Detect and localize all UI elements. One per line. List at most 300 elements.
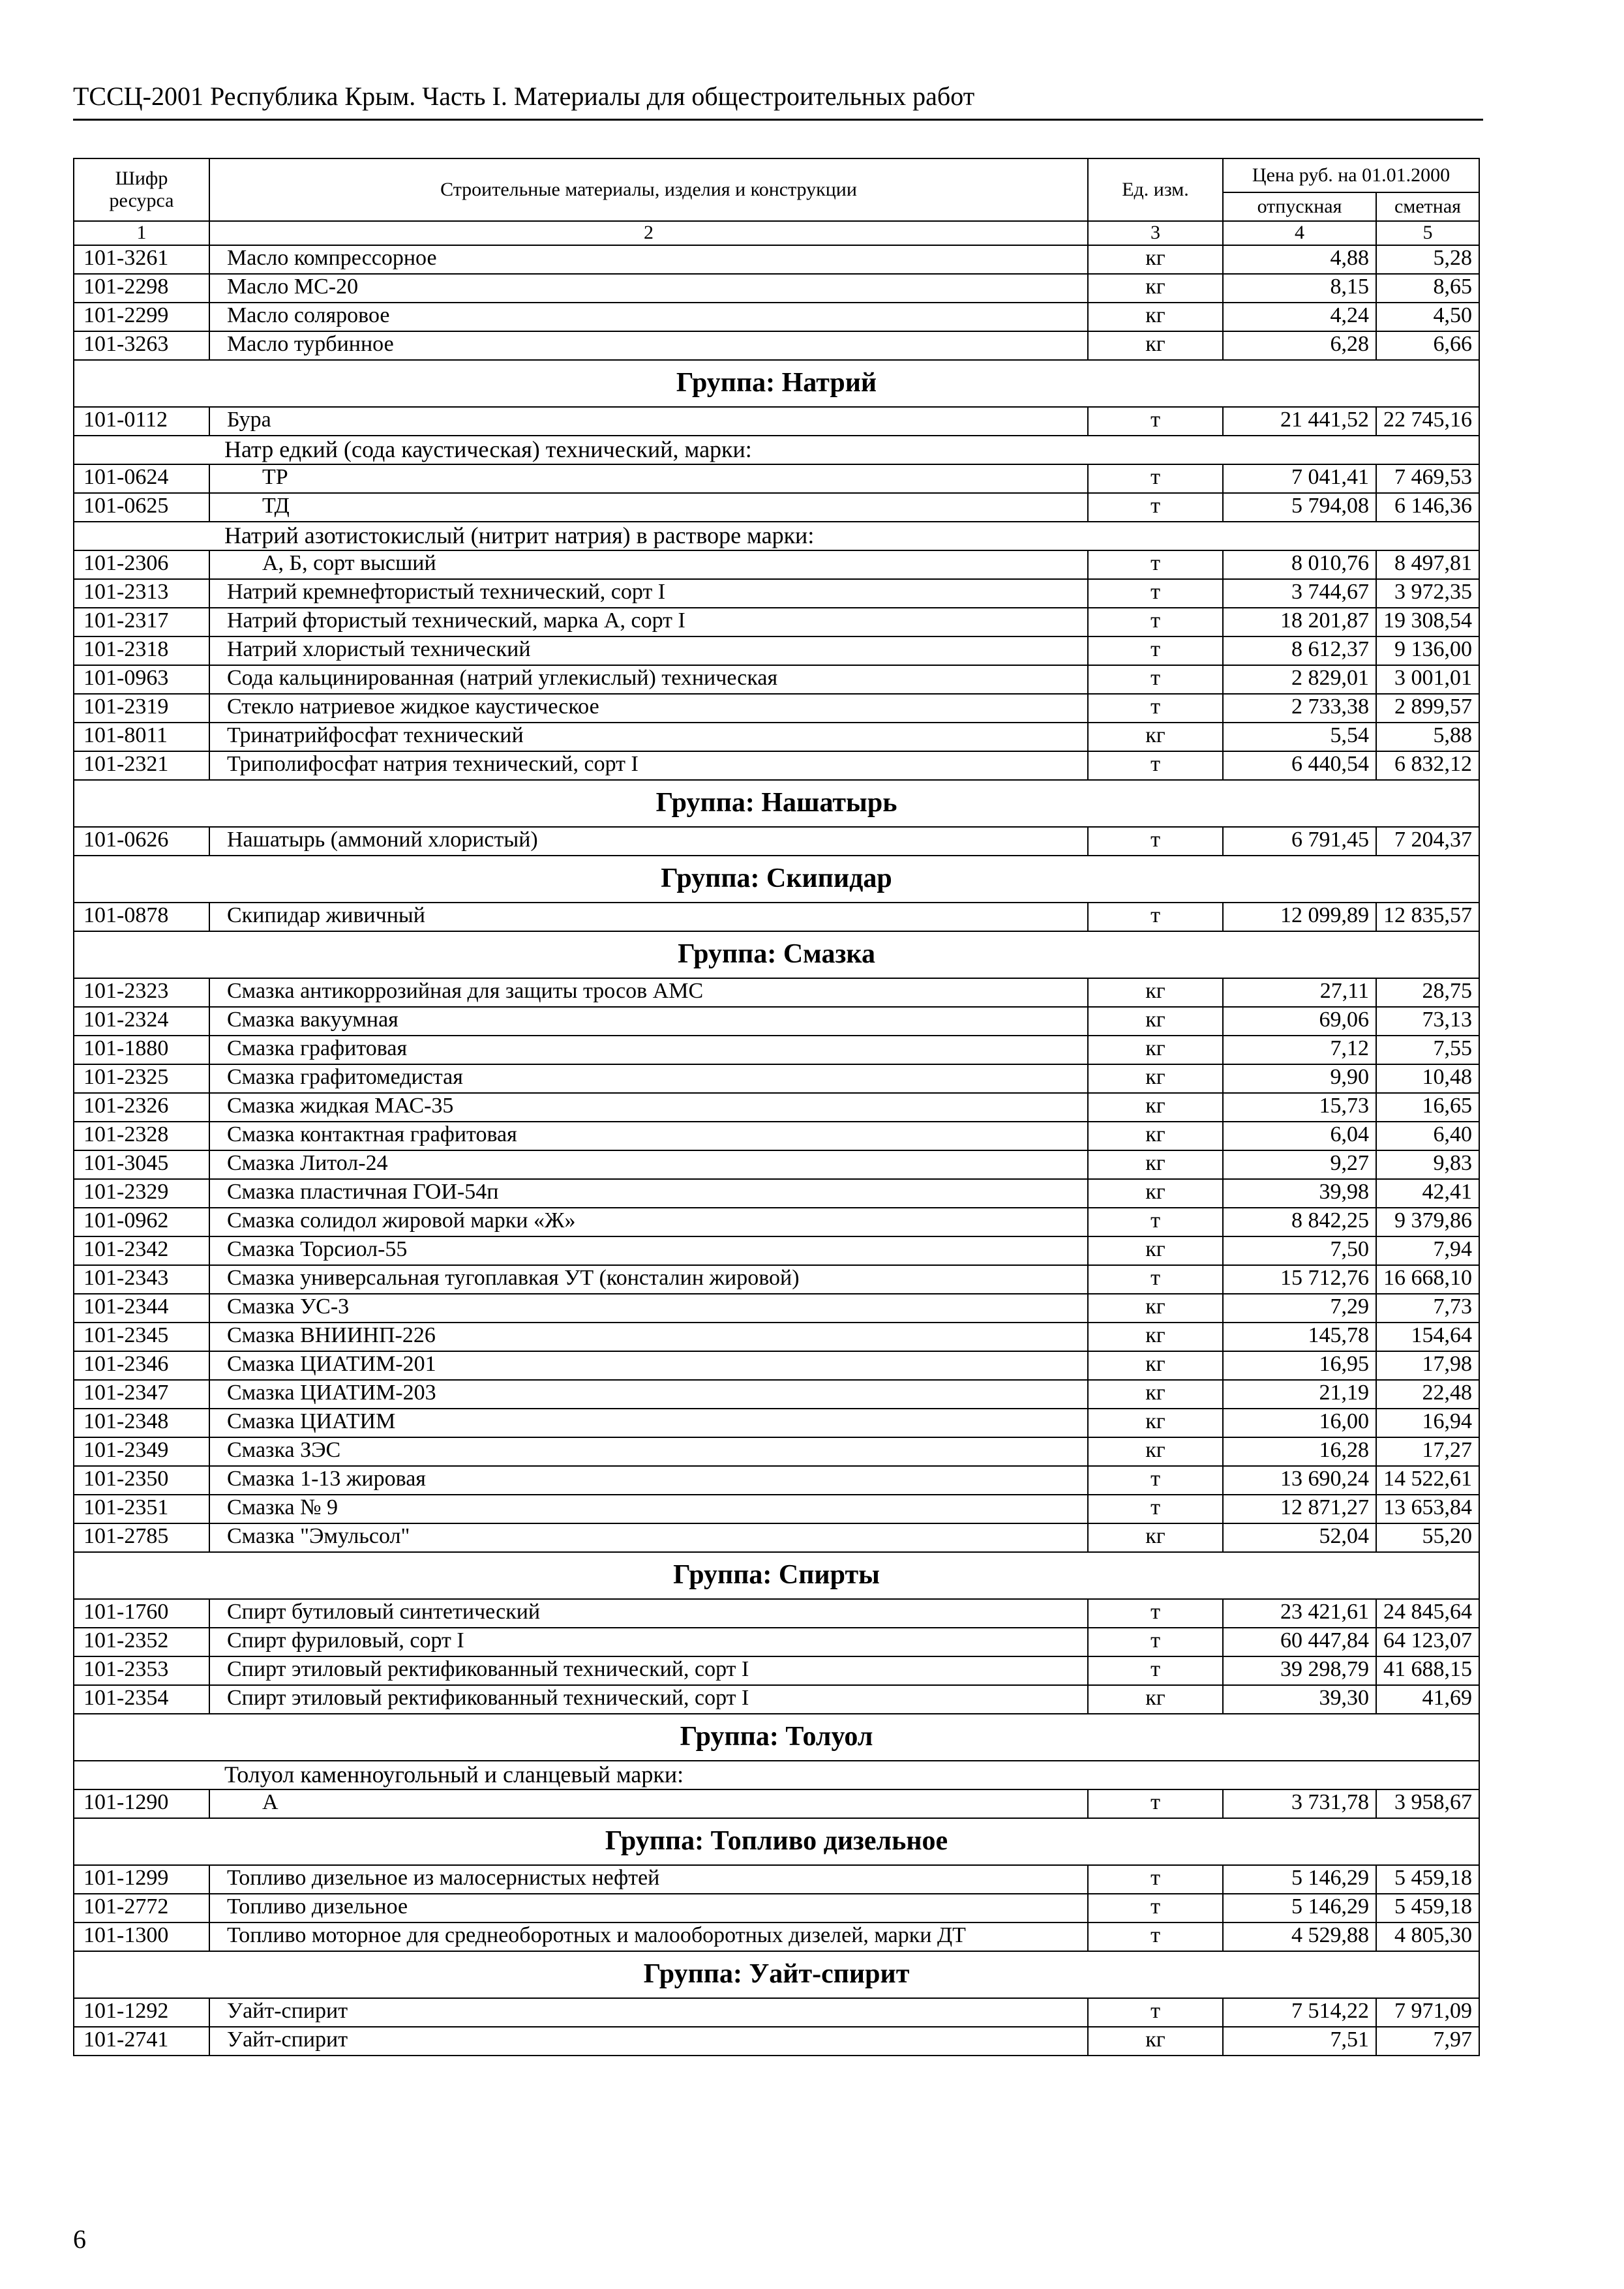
release-price-cell: 145,78	[1223, 1323, 1376, 1351]
header-estimate: сметная	[1376, 192, 1479, 221]
estimate-price-cell: 5 459,18	[1376, 1865, 1479, 1894]
table-row	[74, 1628, 1479, 1656]
estimate-price-cell: 10,48	[1376, 1064, 1479, 1093]
unit-cell: кг	[1088, 331, 1223, 360]
unit-cell: т	[1088, 827, 1223, 856]
table-row	[74, 1036, 1479, 1064]
release-price-cell: 5 794,08	[1223, 493, 1376, 522]
resource-code-cell: 101-2299	[74, 303, 209, 331]
material-name-cell: Смазка Литол-24	[209, 1150, 1088, 1179]
table-row	[74, 1495, 1479, 1523]
resource-code-cell: 101-2347	[74, 1380, 209, 1409]
estimate-price-cell: 3 958,67	[1376, 1789, 1479, 1818]
release-price-cell: 18 201,87	[1223, 608, 1376, 636]
material-name-cell: Смазка ЦИАТИМ	[209, 1409, 1088, 1437]
column-number: 2	[209, 221, 1088, 245]
resource-code-cell: 101-2785	[74, 1523, 209, 1552]
table-row	[74, 1998, 1479, 2027]
release-price-cell: 3 744,67	[1223, 579, 1376, 608]
release-price-cell: 6 791,45	[1223, 827, 1376, 856]
unit-cell: кг	[1088, 1179, 1223, 1208]
release-price-cell: 16,00	[1223, 1409, 1376, 1437]
resource-code-cell: 101-1292	[74, 1998, 209, 2027]
estimate-price-cell: 41 688,15	[1376, 1656, 1479, 1685]
subgroup-header-row	[74, 436, 1479, 464]
subgroup-header-row	[74, 522, 1479, 550]
page-number: 6	[73, 2224, 86, 2254]
table-row	[74, 579, 1479, 608]
resource-code-cell: 101-1300	[74, 1922, 209, 1951]
table-row	[74, 1179, 1479, 1208]
estimate-price-cell: 6 146,36	[1376, 493, 1479, 522]
estimate-price-cell: 24 845,64	[1376, 1599, 1479, 1628]
release-price-cell: 6,04	[1223, 1122, 1376, 1150]
estimate-price-cell: 6 832,12	[1376, 751, 1479, 780]
resource-code-cell: 101-0624	[74, 464, 209, 493]
release-price-cell: 5 146,29	[1223, 1865, 1376, 1894]
unit-cell: кг	[1088, 1007, 1223, 1036]
estimate-price-cell: 6,66	[1376, 331, 1479, 360]
release-price-cell: 2 733,38	[1223, 694, 1376, 723]
resource-code-cell: 101-2317	[74, 608, 209, 636]
estimate-price-cell: 19 308,54	[1376, 608, 1479, 636]
estimate-price-cell: 2 899,57	[1376, 694, 1479, 723]
material-name-cell: Натрий кремнефтористый технический, сорт I	[209, 579, 1088, 608]
resource-code-cell: 101-2348	[74, 1409, 209, 1437]
resource-code-cell: 101-0112	[74, 407, 209, 436]
estimate-price-cell: 28,75	[1376, 978, 1479, 1007]
price-table-header	[74, 158, 1479, 245]
release-price-cell: 4 529,88	[1223, 1922, 1376, 1951]
estimate-price-cell: 22,48	[1376, 1380, 1479, 1409]
table-row	[74, 1922, 1479, 1951]
release-price-cell: 39,30	[1223, 1685, 1376, 1714]
column-number: 4	[1223, 221, 1376, 245]
material-name-cell: Скипидар живичный	[209, 903, 1088, 931]
group-title: Группа: Топливо дизельное	[74, 1818, 1479, 1865]
table-row	[74, 1409, 1479, 1437]
estimate-price-cell: 13 653,84	[1376, 1495, 1479, 1523]
material-name-cell: Топливо дизельное	[209, 1894, 1088, 1922]
resource-code-cell: 101-3261	[74, 245, 209, 274]
table-row	[74, 665, 1479, 694]
table-row	[74, 903, 1479, 931]
material-name-cell: Смазка № 9	[209, 1495, 1088, 1523]
estimate-price-cell: 4 805,30	[1376, 1922, 1479, 1951]
material-name-cell: Смазка универсальная тугоплавкая УТ (консталин жировой)	[209, 1265, 1088, 1294]
table-row	[74, 1122, 1479, 1150]
resource-code-cell: 101-3263	[74, 331, 209, 360]
estimate-price-cell: 12 835,57	[1376, 903, 1479, 931]
table-row	[74, 1093, 1479, 1122]
unit-cell: т	[1088, 1466, 1223, 1495]
estimate-price-cell: 7,73	[1376, 1294, 1479, 1323]
material-name-cell: Триполифосфат натрия технический, сорт I	[209, 751, 1088, 780]
unit-cell: кг	[1088, 1685, 1223, 1714]
table-row	[74, 1323, 1479, 1351]
estimate-price-cell: 41,69	[1376, 1685, 1479, 1714]
release-price-cell: 39,98	[1223, 1179, 1376, 1208]
table-row	[74, 751, 1479, 780]
unit-cell: т	[1088, 751, 1223, 780]
group-title: Группа: Смазка	[74, 931, 1479, 978]
material-name-cell: Смазка УС-3	[209, 1294, 1088, 1323]
header-unit: Ед. изм.	[1088, 158, 1223, 221]
material-name-cell: ТР	[209, 464, 1088, 493]
unit-cell: т	[1088, 1922, 1223, 1951]
release-price-cell: 7 041,41	[1223, 464, 1376, 493]
estimate-price-cell: 73,13	[1376, 1007, 1479, 1036]
release-price-cell: 21 441,52	[1223, 407, 1376, 436]
material-name-cell: Смазка 1-13 жировая	[209, 1466, 1088, 1495]
resource-code-cell: 101-0878	[74, 903, 209, 931]
resource-code-cell: 101-2343	[74, 1265, 209, 1294]
group-header-row	[74, 1818, 1479, 1865]
material-name-cell: Смазка "Эмульсол"	[209, 1523, 1088, 1552]
release-price-cell: 8 612,37	[1223, 636, 1376, 665]
unit-cell: т	[1088, 903, 1223, 931]
table-row	[74, 1437, 1479, 1466]
price-table-body	[74, 245, 1479, 2056]
unit-cell: т	[1088, 493, 1223, 522]
table-row	[74, 978, 1479, 1007]
table-row	[74, 1208, 1479, 1236]
release-price-cell: 7,12	[1223, 1036, 1376, 1064]
table-row	[74, 1007, 1479, 1036]
column-number: 5	[1376, 221, 1479, 245]
material-name-cell: Тринатрийфосфат технический	[209, 723, 1088, 751]
estimate-price-cell: 7,97	[1376, 2027, 1479, 2056]
unit-cell: кг	[1088, 303, 1223, 331]
estimate-price-cell: 9 136,00	[1376, 636, 1479, 665]
header-price: Цена руб. на 01.01.2000	[1223, 158, 1479, 192]
table-row	[74, 723, 1479, 751]
estimate-price-cell: 4,50	[1376, 303, 1479, 331]
unit-cell: т	[1088, 464, 1223, 493]
unit-cell: т	[1088, 1265, 1223, 1294]
release-price-cell: 16,95	[1223, 1351, 1376, 1380]
estimate-price-cell: 16,65	[1376, 1093, 1479, 1122]
unit-cell: т	[1088, 665, 1223, 694]
material-name-cell: Сода кальцинированная (натрий углекислый) техническая	[209, 665, 1088, 694]
material-name-cell: Смазка ЦИАТИМ-201	[209, 1351, 1088, 1380]
table-row	[74, 1685, 1479, 1714]
unit-cell: т	[1088, 1495, 1223, 1523]
estimate-price-cell: 55,20	[1376, 1523, 1479, 1552]
unit-cell: т	[1088, 694, 1223, 723]
table-row	[74, 608, 1479, 636]
resource-code-cell: 101-2323	[74, 978, 209, 1007]
table-row	[74, 1523, 1479, 1552]
resource-code-cell: 101-8011	[74, 723, 209, 751]
release-price-cell: 15,73	[1223, 1093, 1376, 1122]
table-row	[74, 245, 1479, 274]
unit-cell: т	[1088, 1789, 1223, 1818]
material-name-cell: Смазка солидол жировой марки «Ж»	[209, 1208, 1088, 1236]
group-title: Группа: Спирты	[74, 1552, 1479, 1599]
table-row	[74, 827, 1479, 856]
release-price-cell: 5 146,29	[1223, 1894, 1376, 1922]
unit-cell: т	[1088, 1208, 1223, 1236]
group-header-row	[74, 1714, 1479, 1761]
release-price-cell: 4,88	[1223, 245, 1376, 274]
resource-code-cell: 101-2354	[74, 1685, 209, 1714]
unit-cell: т	[1088, 636, 1223, 665]
table-row	[74, 493, 1479, 522]
release-price-cell: 6,28	[1223, 331, 1376, 360]
release-price-cell: 2 829,01	[1223, 665, 1376, 694]
resource-code-cell: 101-2344	[74, 1294, 209, 1323]
resource-code-cell: 101-0962	[74, 1208, 209, 1236]
material-name-cell: Топливо дизельное из малосернистых нефтей	[209, 1865, 1088, 1894]
estimate-price-cell: 6,40	[1376, 1122, 1479, 1150]
material-name-cell: Спирт фуриловый, сорт I	[209, 1628, 1088, 1656]
estimate-price-cell: 22 745,16	[1376, 407, 1479, 436]
unit-cell: кг	[1088, 1093, 1223, 1122]
table-row	[74, 407, 1479, 436]
resource-code-cell: 101-0626	[74, 827, 209, 856]
column-number: 1	[74, 221, 209, 245]
unit-cell: т	[1088, 1865, 1223, 1894]
header-rule	[73, 119, 1483, 121]
material-name-cell: Смазка пластичная ГОИ-54п	[209, 1179, 1088, 1208]
release-price-cell: 16,28	[1223, 1437, 1376, 1466]
estimate-price-cell: 8 497,81	[1376, 550, 1479, 579]
table-row	[74, 636, 1479, 665]
table-row	[74, 303, 1479, 331]
unit-cell: кг	[1088, 1122, 1223, 1150]
table-row	[74, 1351, 1479, 1380]
table-row	[74, 1236, 1479, 1265]
resource-code-cell: 101-2353	[74, 1656, 209, 1685]
estimate-price-cell: 3 972,35	[1376, 579, 1479, 608]
release-price-cell: 39 298,79	[1223, 1656, 1376, 1685]
material-name-cell: Спирт этиловый ректификованный технический, сорт I	[209, 1685, 1088, 1714]
column-number: 3	[1088, 221, 1223, 245]
estimate-price-cell: 17,27	[1376, 1437, 1479, 1466]
resource-code-cell: 101-2352	[74, 1628, 209, 1656]
table-row	[74, 464, 1479, 493]
release-price-cell: 9,27	[1223, 1150, 1376, 1179]
unit-cell: кг	[1088, 1036, 1223, 1064]
resource-code-cell: 101-2298	[74, 274, 209, 303]
estimate-price-cell: 7,55	[1376, 1036, 1479, 1064]
release-price-cell: 52,04	[1223, 1523, 1376, 1552]
resource-code-cell: 101-2328	[74, 1122, 209, 1150]
unit-cell: т	[1088, 608, 1223, 636]
resource-code-cell: 101-0963	[74, 665, 209, 694]
unit-cell: кг	[1088, 2027, 1223, 2056]
unit-cell: кг	[1088, 1409, 1223, 1437]
unit-cell: кг	[1088, 723, 1223, 751]
resource-code-cell: 101-3045	[74, 1150, 209, 1179]
unit-cell: кг	[1088, 1351, 1223, 1380]
group-title: Группа: Толуол	[74, 1714, 1479, 1761]
release-price-cell: 9,90	[1223, 1064, 1376, 1093]
column-number-row	[74, 221, 1479, 245]
unit-cell: т	[1088, 1599, 1223, 1628]
material-name-cell: Масло соляровое	[209, 303, 1088, 331]
subgroup-title: Натр едкий (сода каустическая) технический, марки:	[74, 436, 1479, 464]
material-name-cell: Уайт-спирит	[209, 2027, 1088, 2056]
release-price-cell: 13 690,24	[1223, 1466, 1376, 1495]
release-price-cell: 8 842,25	[1223, 1208, 1376, 1236]
group-header-row	[74, 360, 1479, 407]
estimate-price-cell: 9 379,86	[1376, 1208, 1479, 1236]
material-name-cell: Смазка ВНИИНП-226	[209, 1323, 1088, 1351]
table-row	[74, 1064, 1479, 1093]
unit-cell: т	[1088, 1628, 1223, 1656]
table-row	[74, 694, 1479, 723]
release-price-cell: 8,15	[1223, 274, 1376, 303]
resource-code-cell: 101-2349	[74, 1437, 209, 1466]
resource-code-cell: 101-2325	[74, 1064, 209, 1093]
estimate-price-cell: 64 123,07	[1376, 1628, 1479, 1656]
material-name-cell: А, Б, сорт высший	[209, 550, 1088, 579]
table-row	[74, 1789, 1479, 1818]
release-price-cell: 7,50	[1223, 1236, 1376, 1265]
estimate-price-cell: 7 971,09	[1376, 1998, 1479, 2027]
material-name-cell: Смазка Торсиол-55	[209, 1236, 1088, 1265]
material-name-cell: Уайт-спирит	[209, 1998, 1088, 2027]
unit-cell: кг	[1088, 1380, 1223, 1409]
price-table	[73, 158, 1480, 2056]
resource-code-cell: 101-1299	[74, 1865, 209, 1894]
unit-cell: т	[1088, 1894, 1223, 1922]
group-title: Группа: Натрий	[74, 360, 1479, 407]
resource-code-cell: 101-2342	[74, 1236, 209, 1265]
unit-cell: т	[1088, 550, 1223, 579]
unit-cell: кг	[1088, 274, 1223, 303]
release-price-cell: 12 099,89	[1223, 903, 1376, 931]
subgroup-title: Натрий азотистокислый (нитрит натрия) в растворе марки:	[74, 522, 1479, 550]
material-name-cell: ТД	[209, 493, 1088, 522]
resource-code-cell: 101-1760	[74, 1599, 209, 1628]
material-name-cell: Смазка вакуумная	[209, 1007, 1088, 1036]
table-row	[74, 550, 1479, 579]
table-row	[74, 1656, 1479, 1685]
material-name-cell: Натрий хлористый технический	[209, 636, 1088, 665]
material-name-cell: Масло компрессорное	[209, 245, 1088, 274]
header-code: Шифр ресурса	[74, 158, 209, 221]
group-header-row	[74, 780, 1479, 827]
resource-code-cell: 101-2772	[74, 1894, 209, 1922]
material-name-cell: Топливо моторное для среднеоборотных и малооборотных дизелей, марки ДТ	[209, 1922, 1088, 1951]
resource-code-cell: 101-2351	[74, 1495, 209, 1523]
resource-code-cell: 101-2313	[74, 579, 209, 608]
subgroup-title: Толуол каменноугольный и сланцевый марки:	[74, 1761, 1479, 1789]
estimate-price-cell: 5,88	[1376, 723, 1479, 751]
table-row	[74, 1894, 1479, 1922]
material-name-cell: Смазка контактная графитовая	[209, 1122, 1088, 1150]
release-price-cell: 12 871,27	[1223, 1495, 1376, 1523]
document-header-title: ТССЦ-2001 Республика Крым. Часть I. Материалы для общестроительных работ	[73, 82, 975, 111]
material-name-cell: Смазка графитомедистая	[209, 1064, 1088, 1093]
release-price-cell: 60 447,84	[1223, 1628, 1376, 1656]
material-name-cell: Масло МС-20	[209, 274, 1088, 303]
unit-cell: кг	[1088, 1294, 1223, 1323]
resource-code-cell: 101-2326	[74, 1093, 209, 1122]
release-price-cell: 7 514,22	[1223, 1998, 1376, 2027]
unit-cell: т	[1088, 579, 1223, 608]
resource-code-cell: 101-2741	[74, 2027, 209, 2056]
material-name-cell: Спирт этиловый ректификованный технический, сорт I	[209, 1656, 1088, 1685]
table-row	[74, 1294, 1479, 1323]
table-row	[74, 2027, 1479, 2056]
table-row	[74, 1865, 1479, 1894]
unit-cell: кг	[1088, 245, 1223, 274]
resource-code-cell: 101-1290	[74, 1789, 209, 1818]
estimate-price-cell: 42,41	[1376, 1179, 1479, 1208]
unit-cell: кг	[1088, 1064, 1223, 1093]
resource-code-cell: 101-2321	[74, 751, 209, 780]
unit-cell: кг	[1088, 1437, 1223, 1466]
release-price-cell: 3 731,78	[1223, 1789, 1376, 1818]
release-price-cell: 7,51	[1223, 2027, 1376, 2056]
resource-code-cell: 101-2306	[74, 550, 209, 579]
header-name: Строительные материалы, изделия и конструкции	[209, 158, 1088, 221]
estimate-price-cell: 17,98	[1376, 1351, 1479, 1380]
release-price-cell: 7,29	[1223, 1294, 1376, 1323]
resource-code-cell: 101-1880	[74, 1036, 209, 1064]
table-row	[74, 1265, 1479, 1294]
unit-cell: кг	[1088, 1323, 1223, 1351]
estimate-price-cell: 154,64	[1376, 1323, 1479, 1351]
estimate-price-cell: 8,65	[1376, 274, 1479, 303]
estimate-price-cell: 5,28	[1376, 245, 1479, 274]
material-name-cell: А	[209, 1789, 1088, 1818]
release-price-cell: 27,11	[1223, 978, 1376, 1007]
group-header-row	[74, 856, 1479, 903]
material-name-cell: Масло турбинное	[209, 331, 1088, 360]
estimate-price-cell: 9,83	[1376, 1150, 1479, 1179]
group-title: Группа: Нашатырь	[74, 780, 1479, 827]
estimate-price-cell: 7 204,37	[1376, 827, 1479, 856]
material-name-cell: Смазка ЦИАТИМ-203	[209, 1380, 1088, 1409]
group-header-row	[74, 1951, 1479, 1998]
material-name-cell: Смазка антикоррозийная для защиты тросов АМС	[209, 978, 1088, 1007]
estimate-price-cell: 7 469,53	[1376, 464, 1479, 493]
resource-code-cell: 101-2345	[74, 1323, 209, 1351]
table-row	[74, 1466, 1479, 1495]
release-price-cell: 5,54	[1223, 723, 1376, 751]
table-row	[74, 331, 1479, 360]
estimate-price-cell: 7,94	[1376, 1236, 1479, 1265]
release-price-cell: 21,19	[1223, 1380, 1376, 1409]
group-header-row	[74, 931, 1479, 978]
resource-code-cell: 101-2318	[74, 636, 209, 665]
resource-code-cell: 101-2324	[74, 1007, 209, 1036]
material-name-cell: Спирт бутиловый синтетический	[209, 1599, 1088, 1628]
estimate-price-cell: 3 001,01	[1376, 665, 1479, 694]
material-name-cell: Смазка ЗЭС	[209, 1437, 1088, 1466]
table-row	[74, 1150, 1479, 1179]
resource-code-cell: 101-0625	[74, 493, 209, 522]
release-price-cell: 8 010,76	[1223, 550, 1376, 579]
unit-cell: кг	[1088, 1523, 1223, 1552]
release-price-cell: 4,24	[1223, 303, 1376, 331]
table-row	[74, 274, 1479, 303]
resource-code-cell: 101-2319	[74, 694, 209, 723]
group-title: Группа: Скипидар	[74, 856, 1479, 903]
unit-cell: кг	[1088, 1150, 1223, 1179]
group-header-row	[74, 1552, 1479, 1599]
unit-cell: т	[1088, 407, 1223, 436]
unit-cell: кг	[1088, 1236, 1223, 1265]
material-name-cell: Смазка жидкая МАС-35	[209, 1093, 1088, 1122]
estimate-price-cell: 14 522,61	[1376, 1466, 1479, 1495]
table-row	[74, 1599, 1479, 1628]
